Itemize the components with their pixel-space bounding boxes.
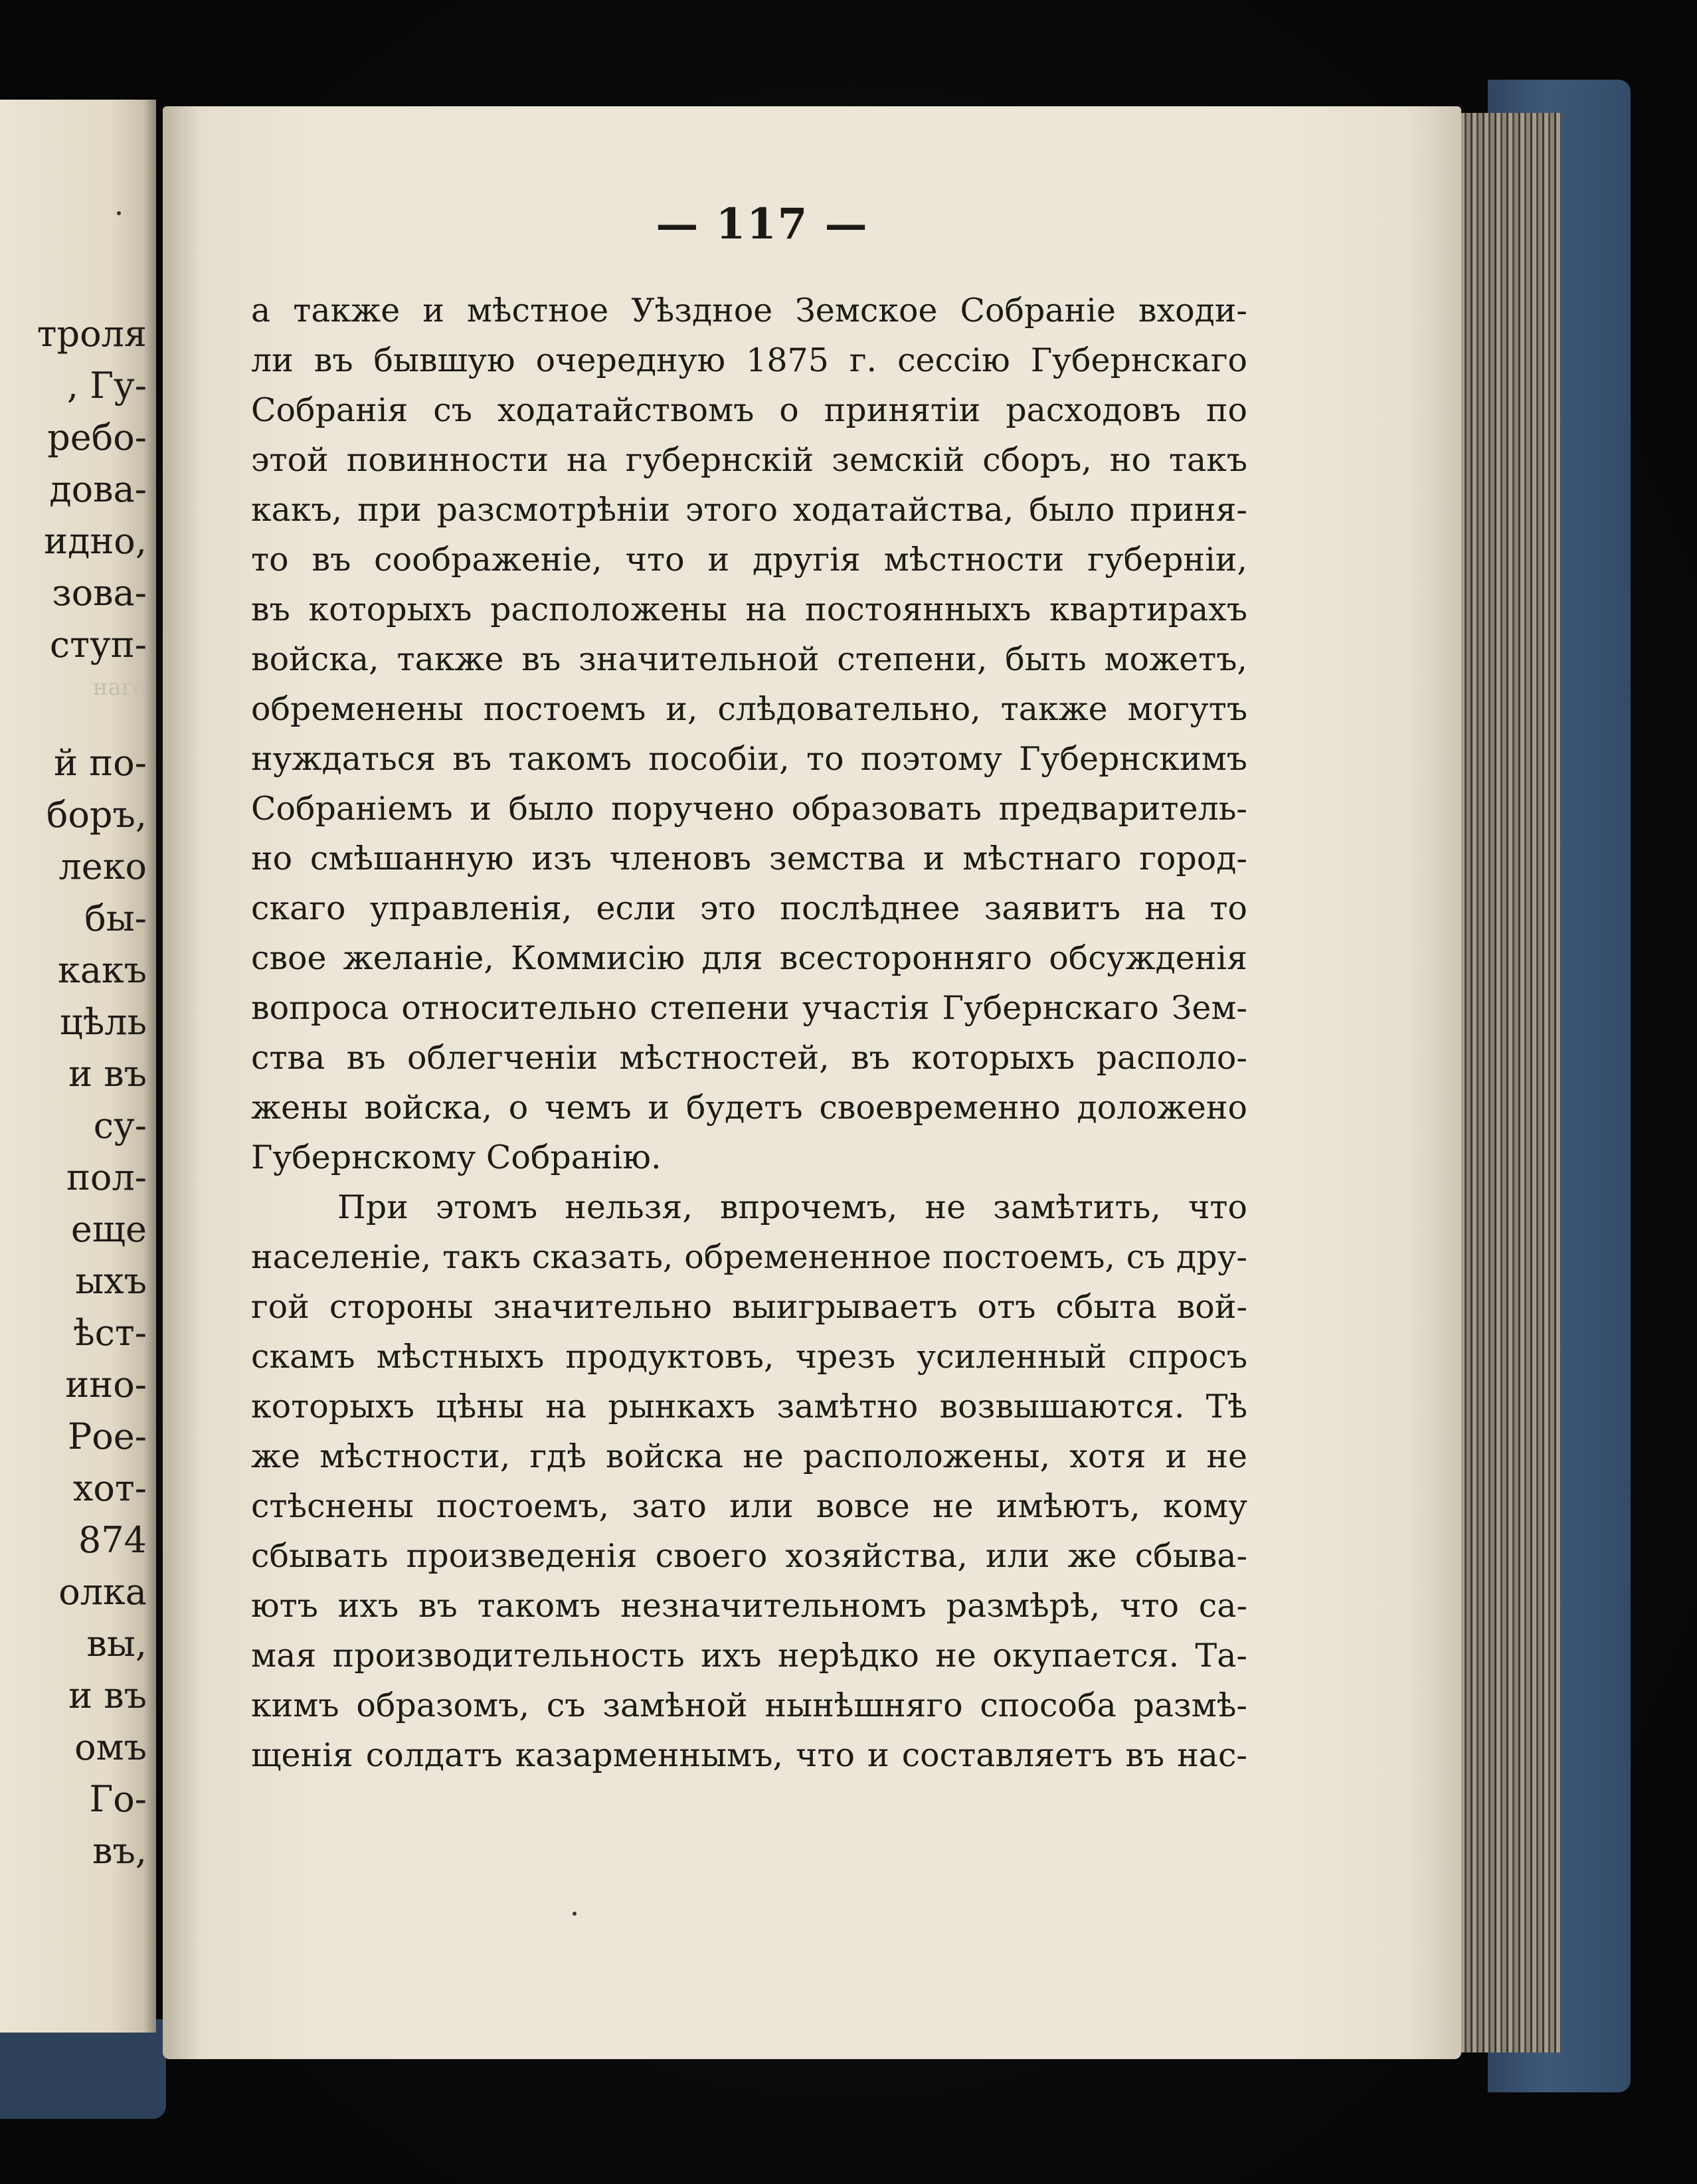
page-body-text xyxy=(251,286,1247,1780)
text-line: свое желаніе, Коммисію для всесторонняго обсужденія xyxy=(251,939,1247,977)
text-line: же мѣстности, гдѣ войска не расположены, хотя и не xyxy=(251,1437,1247,1475)
left-page-fragment: 874 xyxy=(78,1519,147,1561)
text-line: войска, также въ значительной степени, быть можетъ, xyxy=(251,640,1247,678)
text-line: которыхъ цѣны на рынкахъ замѣтно возвышаются. Тѣ xyxy=(251,1388,1247,1425)
text-line: нуждаться въ такомъ пособіи, то поэтому Губернскимъ xyxy=(251,740,1247,778)
text-line: сбывать произведенія своего хозяйства, или же сбыва- xyxy=(251,1537,1247,1575)
left-page-fragment: ѣст- xyxy=(73,1312,147,1354)
text-line: Собраніемъ и было поручено образовать предваритель- xyxy=(251,790,1247,828)
text-line: ства въ облегченіи мѣстностей, въ которыхъ располо- xyxy=(251,1039,1247,1077)
text-line: ли въ бывшую очередную 1875 г. сессію Губернскаго xyxy=(251,341,1247,379)
text-line: мая производительность ихъ нерѣдко не окупается. Та- xyxy=(251,1637,1247,1675)
left-page-fragment: су- xyxy=(93,1105,147,1146)
text-line: какъ, при разсмотрѣніи этого ходатайства, было приня- xyxy=(251,491,1247,529)
left-page-fragment: идно, xyxy=(44,520,147,562)
left-page-fragment: еще xyxy=(70,1208,147,1250)
text-line: но смѣшанную изъ членовъ земства и мѣстнаго город- xyxy=(251,840,1247,877)
text-line: этой повинности на губернскій земскій сборъ, но такъ xyxy=(251,441,1247,479)
left-page-fragment: боръ, xyxy=(46,794,147,836)
left-page-fragment: въ, xyxy=(92,1830,147,1872)
text-line: а также и мѣстное Уѣздное Земское Собраніе входи- xyxy=(251,292,1247,329)
left-page-fragment: хот- xyxy=(72,1467,147,1509)
text-line: то въ соображеніе, что и другія мѣстности губерніи, xyxy=(251,541,1247,579)
text-line: жены войска, о чемъ и будетъ своевременно доложено xyxy=(251,1089,1247,1127)
left-page-fragment: ыхъ xyxy=(75,1260,147,1302)
left-page-fragment: и въ xyxy=(68,1675,147,1716)
book-cover-left xyxy=(0,2019,166,2119)
text-line: скамъ мѣстныхъ продуктовъ, чрезъ усиленный спросъ xyxy=(251,1338,1247,1376)
left-page-fragment: олка xyxy=(58,1571,147,1613)
page-stack-edges xyxy=(1455,113,1561,2052)
text-line: въ которыхъ расположены на постоянныхъ квартирахъ xyxy=(251,591,1247,628)
left-page-fragment: Го- xyxy=(89,1778,147,1820)
text-line: щенія солдатъ казарменнымъ, что и составляетъ въ нас- xyxy=(251,1736,1247,1774)
left-page-fragment: троля xyxy=(37,313,147,355)
left-page-fragment: зова- xyxy=(52,572,147,614)
text-line: Губернскому Собранію. xyxy=(251,1138,662,1176)
text-line: ютъ ихъ въ такомъ незначительномъ размѣрѣ, что са- xyxy=(251,1587,1247,1625)
text-line: При этомъ нельзя, впрочемъ, не замѣтить, что xyxy=(337,1188,1247,1226)
left-page-fragment: леко xyxy=(58,846,147,887)
left-page-fragment: омъ xyxy=(74,1726,147,1768)
left-page-fragment: и въ xyxy=(68,1053,147,1095)
text-line: вопроса относительно степени участія Губернскаго Зем- xyxy=(251,989,1247,1027)
text-line: гой стороны значительно выигрываетъ отъ сбыта вой- xyxy=(251,1288,1247,1326)
left-page-fragment: ино- xyxy=(65,1364,147,1406)
text-line: обременены постоемъ и, слѣдовательно, также могутъ xyxy=(251,690,1247,728)
left-page-fragment: , Гу- xyxy=(66,365,147,407)
left-page-fragment: наго xyxy=(92,674,147,701)
page-number: — 117 — xyxy=(656,199,869,249)
ink-speck xyxy=(117,211,121,215)
left-page-fragment: цѣль xyxy=(60,1001,147,1043)
left-page-fragment: ступ- xyxy=(49,624,147,666)
left-page-fragment: какъ xyxy=(57,949,147,991)
text-line: Собранія съ ходатайствомъ о принятіи расходовъ по xyxy=(251,391,1247,429)
left-page-fragment: й по- xyxy=(54,742,147,784)
left-page-fragment: бы- xyxy=(84,897,147,939)
left-page-fragment: ребо- xyxy=(47,416,147,458)
text-line: населеніе, такъ сказать, обремененное постоемъ, съ дру- xyxy=(251,1238,1247,1276)
text-line: скаго управленія, если это послѣднее заявитъ на то xyxy=(251,889,1247,927)
left-page-fragment: дова- xyxy=(49,468,147,510)
text-line: стѣснены постоемъ, зато или вовсе не имѣютъ, кому xyxy=(251,1487,1247,1525)
ink-speck xyxy=(573,1912,577,1916)
text-line: кимъ образомъ, съ замѣной нынѣшняго способа размѣ- xyxy=(251,1686,1247,1724)
left-page-fragment: Рое- xyxy=(67,1415,147,1457)
previous-page xyxy=(0,100,156,2033)
left-page-fragment: пол- xyxy=(66,1156,147,1198)
left-page-fragment: вы, xyxy=(86,1623,147,1665)
